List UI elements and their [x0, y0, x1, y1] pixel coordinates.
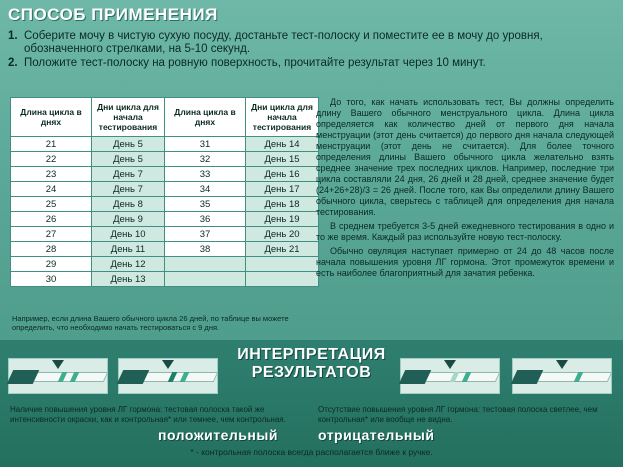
- table-cell: 25: [11, 197, 92, 212]
- table-cell: День 7: [92, 167, 165, 182]
- negative-caption: Отсутствие повышения уровня ЛГ гормона: тестовая полоска светлее, чем контрольная* или вообще не видна.: [318, 405, 598, 424]
- table-row: [11, 212, 319, 227]
- table-row: [11, 152, 319, 167]
- table-cell: 21: [11, 137, 92, 152]
- test-strip-negative-1: [400, 358, 500, 394]
- positive-caption: Наличие повышения уровня ЛГ гормона: тестовая полоска такой же интенсивности окраски, как и контрольная* или темнее, чем контрольная.: [10, 405, 286, 424]
- column-header: Дни цикла для начала тестирования: [92, 98, 165, 137]
- table-cell: День 16: [246, 167, 319, 182]
- table-cell: День 15: [246, 152, 319, 167]
- table-cell: 34: [165, 182, 246, 197]
- table-cell: День 14: [246, 137, 319, 152]
- table-cell: 30: [11, 272, 92, 287]
- table-cell: День 17: [246, 182, 319, 197]
- table-row: [11, 197, 319, 212]
- table-cell: 38: [165, 242, 246, 257]
- paragraph: В среднем требуется 3-5 дней ежедневного тестирования в одно и то же время. Каждый раз используйте новую тест-полоску.: [316, 221, 614, 242]
- table-row: [11, 182, 319, 197]
- test-strip-positive-1: [8, 358, 108, 394]
- table-cell: День 5: [92, 152, 165, 167]
- column-header: Дни цикла для начала тестирования: [246, 98, 319, 137]
- table-cell: День 20: [246, 227, 319, 242]
- table-cell: 23: [11, 167, 92, 182]
- table-cell: 26: [11, 212, 92, 227]
- table-row: [11, 227, 319, 242]
- table-cell: [246, 272, 319, 287]
- arrow-icon: [444, 360, 456, 369]
- explanation-text: [316, 97, 614, 282]
- table-cell: 29: [11, 257, 92, 272]
- arrow-icon: [52, 360, 64, 369]
- table-cell: День 10: [92, 227, 165, 242]
- table-cell: День 9: [92, 212, 165, 227]
- table-row: [11, 137, 319, 152]
- instruction-step-1: [8, 30, 613, 56]
- arrow-icon: [162, 360, 174, 369]
- table-cell: День 11: [92, 242, 165, 257]
- table-cell: 37: [165, 227, 246, 242]
- table-row: [11, 167, 319, 182]
- table-cell: [246, 257, 319, 272]
- positive-label: положительный: [158, 427, 278, 443]
- table-cell: День 12: [92, 257, 165, 272]
- table-cell: 32: [165, 152, 246, 167]
- table-cell: 22: [11, 152, 92, 167]
- table-cell: 24: [11, 182, 92, 197]
- table-cell: День 7: [92, 182, 165, 197]
- table-cell: 27: [11, 227, 92, 242]
- table-cell: День 18: [246, 197, 319, 212]
- table-cell: [165, 272, 246, 287]
- interpretation-title: ИНТЕРПРЕТАЦИЯ: [237, 346, 386, 363]
- table-cell: 36: [165, 212, 246, 227]
- table-row: [11, 272, 319, 287]
- table-note: Например, если длина Вашего обычного цикла 26 дней, по таблице вы можете определить, что необходимо начать тестироваться с 9 дня.: [12, 314, 289, 332]
- table-cell: 35: [165, 197, 246, 212]
- table-row: [11, 257, 319, 272]
- cycle-table: [10, 97, 319, 287]
- table-header-row: [11, 98, 319, 137]
- table-cell: 31: [165, 137, 246, 152]
- table-cell: День 19: [246, 212, 319, 227]
- table-row: [11, 242, 319, 257]
- interpretation-subtitle: РЕЗУЛЬТАТОВ: [251, 364, 372, 381]
- table-cell: [165, 257, 246, 272]
- table-cell: День 8: [92, 197, 165, 212]
- test-strip-negative-2: [512, 358, 612, 394]
- arrow-icon: [556, 360, 568, 369]
- table-cell: 28: [11, 242, 92, 257]
- table-cell: День 5: [92, 137, 165, 152]
- step-text: Положите тест-полоску на ровную поверхность, прочитайте результат через 10 минут.: [24, 57, 486, 69]
- page-title: СПОСОБ ПРИМЕНЕНИЯ: [8, 5, 218, 24]
- step-number: 2.: [8, 57, 18, 69]
- paragraph: До того, как начать использовать тест, Вы должны определить длину Вашего обычного менструального цикла. Длина цикла определяется как количество дней от первого дня начала менструации (этот день считается) до первого дня начала следующей менструации (этот день не считается). Для более точного определения длины Вашего обычного цикла желательно взять среднее значение трех последних циклов. Например, последние три цикла составляли 24 дня, 26 дней и 28 дней, среднее значение будет (24+26+28)/3 = 26 дней. После того, как Вы определили длину Вашего обычного цикла, сверьтесь с таблицей для определения дня начала тестирования.: [316, 97, 614, 217]
- test-strip-positive-2: [118, 358, 218, 394]
- instruction-step-2: [8, 57, 613, 70]
- column-header: Длина цикла в днях: [165, 98, 246, 137]
- table-cell: 33: [165, 167, 246, 182]
- footnote: * - контрольная полоска всегда располагается ближе к ручке.: [190, 447, 433, 457]
- negative-label: отрицательный: [318, 427, 435, 443]
- table-cell: День 21: [246, 242, 319, 257]
- column-header: Длина цикла в днях: [11, 98, 92, 137]
- table-cell: День 13: [92, 272, 165, 287]
- step-text: Соберите мочу в чистую сухую посуду, достаньте тест-полоску и поместите ее в мочу до уровня, обозначенного стрелками, на 5-10 секунд.: [24, 30, 543, 55]
- step-number: 1.: [8, 30, 18, 42]
- paragraph: Обычно овуляция наступает примерно от 24 до 48 часов после начала повышения уровня ЛГ гормона. Этот промежуток времени и есть наиболее благоприятный для зачатия ребенка.: [316, 246, 614, 278]
